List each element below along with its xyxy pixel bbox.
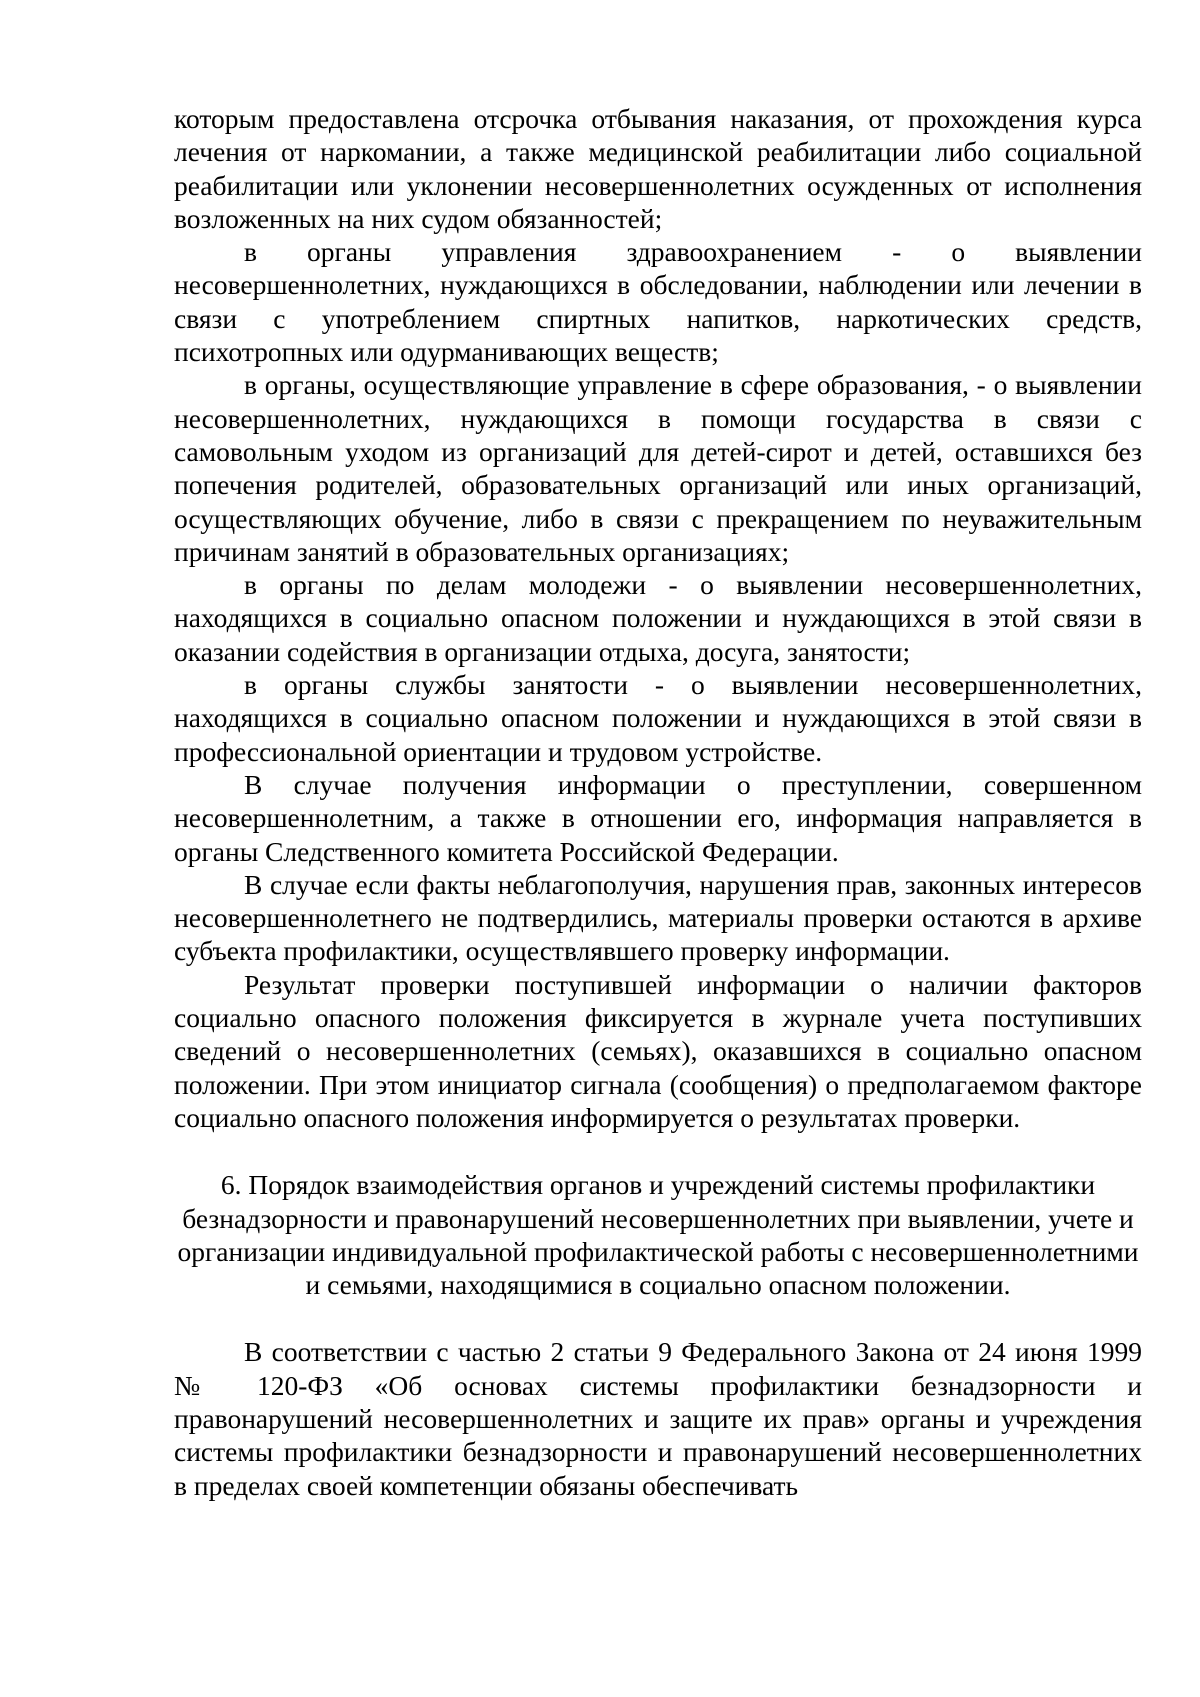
document-body <box>174 102 1142 1502</box>
paragraph-education-authorities: в органы, осуществляющие управление в сфере образования, - о выявлении несовершеннолетних, нуждающихся в помощи государства в связи с самовольным уходом из организаций для детей-сирот и детей, оставшихся без попечения родителей, образовательных организаций или иных организаций, осуществляющих обучение, либо в связи с прекращением по неуважительным причинам занятий в образовательных организациях; <box>174 369 1142 567</box>
spacer <box>174 1301 1142 1335</box>
paragraph-verification-result: Результат проверки поступившей информации о наличии факторов социально опасного положения фиксируется в журнале учета поступивших сведений о несовершеннолетних (семьях), оказавшихся в социально опасном положении. При этом инициатор сигнала (сообщения) о предполагаемом факторе социально опасного положения информируется о результатах проверки. <box>174 968 1142 1133</box>
section-heading: 6. Порядок взаимодействия органов и учреждений системы профилактики безнадзорности и правонарушений несовершеннолетних при выявлении, учете и организации индивидуальной профилактической работы с несовершеннолетними и семьями, находящимися в социально опасном положении. <box>177 1169 1139 1301</box>
paragraph-youth-affairs: в органы по делам молодежи - о выявлении несовершеннолетних, находящихся в социально опасном положении и нуждающихся в этой связи в оказании содействия в организации отдыха, досуга, занятости; <box>174 569 1142 667</box>
paragraph-continuation: которым предоставлена отсрочка отбывания наказания, от прохождения курса лечения от наркомании, а также медицинской реабилитации либо социальной реабилитации или уклонении несовершеннолетних осужденных от исполнения возложенных на них судом обязанностей; <box>174 103 1142 234</box>
paragraph-employment-service: в органы службы занятости - о выявлении несовершеннолетних, находящихся в социально опасном положении и нуждающихся в этой связи в профессиональной ориентации и трудовом устройстве. <box>174 669 1142 767</box>
paragraph-federal-law: В соответствии с частью 2 статьи 9 Федерального Закона от 24 июня 1999 № 120-ФЗ «Об основах системы профилактики безнадзорности и правонарушений несовершеннолетних и защите их прав» органы и учреждения системы профилактики безнадзорности и правонарушений несовершеннолетних в пределах своей компетенции обязаны обеспечивать <box>174 1336 1142 1501</box>
paragraph-health-authorities: в органы управления здравоохранением - о выявлении несовершеннолетних, нуждающихся в обследовании, наблюдении или лечении в связи с употреблением спиртных напитков, наркотических средств, психотропных или одурманивающих веществ; <box>174 236 1142 368</box>
paragraph-investigative-committee: В случае получения информации о преступлении, совершенном несовершеннолетним, а также в отношении его, информация направляется в органы Следственного комитета Российской Федерации. <box>174 768 1142 867</box>
spacer <box>174 1134 1142 1168</box>
paragraph-facts-not-confirmed: В случае если факты неблагополучия, нарушения прав, законных интересов несовершеннолетнего не подтвердились, материалы проверки остаются в архиве субъекта профилактики, осуществлявшего проверку информации. <box>174 868 1142 967</box>
